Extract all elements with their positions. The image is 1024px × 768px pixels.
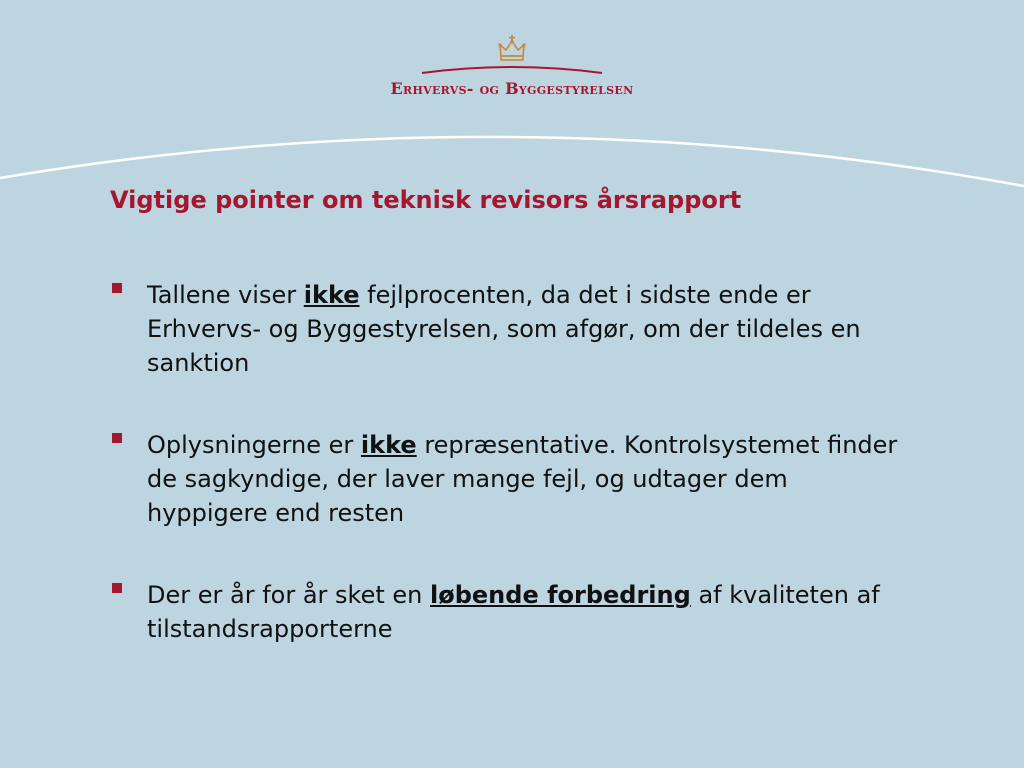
bullet-text: Der er år for år sket en [147, 581, 430, 609]
bullet-marker [112, 283, 122, 293]
crown-icon [497, 34, 527, 64]
bullet-emphasis: ikke [360, 431, 417, 459]
organization-logo [360, 34, 664, 104]
bullet-marker [112, 583, 122, 593]
bullet-text: repræsentative. Kontrolsystemet finder de sagkyndige, der laver mange fejl, og udtager dem hyppigere end resten [147, 431, 898, 527]
bullet-marker [112, 433, 122, 443]
bullet-emphasis: ikke [303, 281, 360, 309]
bullet-item [110, 278, 910, 380]
bullet-list [110, 278, 910, 694]
bullet-item [110, 578, 910, 646]
bullet-text: fejlprocenten, da det i sidste ende er Erhvervs- og Byggestyrelsen, som afgør, om der tildeles en sanktion [147, 281, 861, 377]
bullet-item [110, 428, 910, 530]
bullet-text: Tallene viser [147, 281, 304, 309]
logo-underline-arc [360, 64, 664, 76]
bullet-text: af kvaliteten af tilstandsrapporterne [147, 581, 880, 643]
bullet-emphasis: løbende forbedring [430, 581, 691, 609]
slide-title: Vigtige pointer om teknisk revisors årsrapport [110, 186, 742, 214]
bullet-text: Oplysningerne er [147, 431, 361, 459]
organization-name: Erhvervs- og Byggestyrelsen [390, 79, 634, 98]
